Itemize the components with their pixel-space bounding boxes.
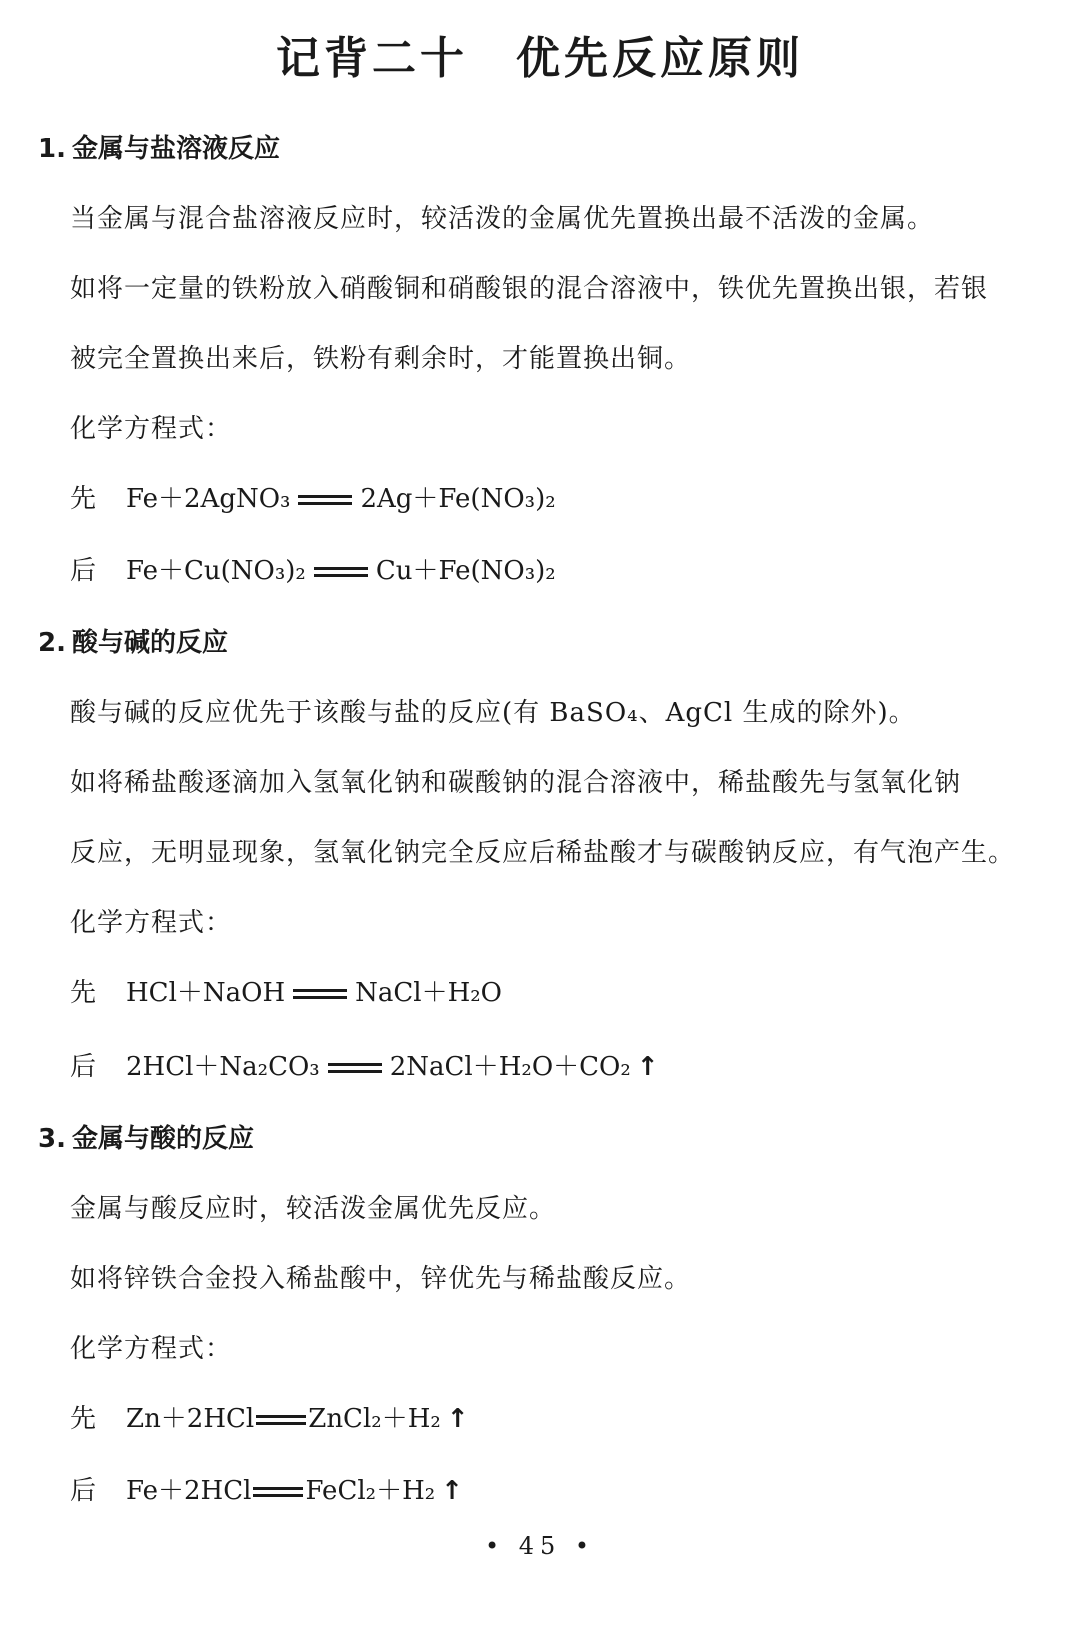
equation-rhs: FeCl₂＋H₂ [305,1476,436,1506]
equation-tag: 后 [70,556,97,586]
equals-sign-icon [256,1415,306,1425]
equals-sign-icon [328,1063,382,1073]
equation-tag: 后 [70,1052,97,1082]
section-2-paragraph-1: 酸与碱的反应优先于该酸与盐的反应(有 BaSO₄、AgCl 生成的除外)。 [70,698,916,728]
equation-rhs: NaCl＋H₂O [355,978,502,1008]
equation-rhs: ZnCl₂＋H₂ [308,1404,441,1434]
section-1-paragraph-1: 当金属与混合盐溶液反应时，较活泼的金属优先置换出最不活泼的金属。 [70,204,935,234]
equation-lhs: Zn＋2HCl [126,1404,255,1434]
equals-sign-icon [293,989,347,999]
page-title: 记背二十 优先反应原则 [276,33,804,84]
section-2-number: 2. [38,628,66,658]
equals-sign-icon [314,567,368,577]
section-2-heading [38,622,228,659]
equation-tag: 先 [70,484,97,514]
equation-rhs: 2Ag＋Fe(NO₃)₂ [360,484,556,514]
section-2-title: 酸与碱的反应 [71,628,228,658]
section-3-heading [38,1118,254,1155]
equation-lhs: HCl＋NaOH [126,978,286,1008]
gas-arrow-icon: ↑ [441,1476,463,1506]
section-1-title: 金属与盐溶液反应 [71,134,280,164]
equals-sign-icon [253,1487,303,1497]
equation-lhs: 2HCl＋Na₂CO₃ [126,1052,320,1082]
equation-lhs: Fe＋2HCl [126,1476,252,1506]
section-3-paragraph-1: 金属与酸反应时，较活泼金属优先反应。 [70,1194,557,1224]
gas-arrow-icon: ↑ [636,1052,659,1082]
equation-rhs: 2NaCl＋H₂O＋CO₂ [389,1052,631,1082]
section-1-number: 1. [38,134,66,164]
section-2-equation-1 [70,972,502,1009]
section-1-equation-label: 化学方程式： [70,414,233,444]
gas-arrow-icon: ↑ [446,1404,469,1434]
equation-rhs: Cu＋Fe(NO₃)₂ [375,556,556,586]
section-3-title: 金属与酸的反应 [71,1124,254,1154]
equals-sign-icon [298,495,352,505]
section-1-heading [38,128,280,165]
page-number: • 45 • [484,1532,596,1560]
section-2-paragraph-2: 如将稀盐酸逐滴加入氢氧化钠和碳酸钠的混合溶液中，稀盐酸先与氢氧化钠 [70,768,962,798]
equation-tag: 先 [70,1404,97,1434]
section-3-paragraph-2: 如将锌铁合金投入稀盐酸中，锌优先与稀盐酸反应。 [70,1264,692,1294]
section-3-equation-2 [70,1470,463,1507]
section-3-equation-label: 化学方程式： [70,1334,233,1364]
equation-lhs: Fe＋2AgNO₃ [126,484,291,514]
section-3-number: 3. [38,1124,66,1154]
section-3-equation-1 [70,1398,469,1435]
equation-tag: 后 [70,1476,97,1506]
section-2-equation-2 [70,1046,659,1083]
section-1-equation-2 [70,550,556,587]
section-1-paragraph-3: 被完全置换出来后，铁粉有剩余时，才能置换出铜。 [70,344,692,374]
section-2-paragraph-3: 反应，无明显现象，氢氧化钠完全反应后稀盐酸才与碳酸钠反应，有气泡产生。 [70,838,1016,868]
equation-lhs: Fe＋Cu(NO₃)₂ [126,556,306,586]
equation-tag: 先 [70,978,97,1008]
section-1-equation-1 [70,478,556,515]
section-2-equation-label: 化学方程式： [70,908,233,938]
section-1-paragraph-2: 如将一定量的铁粉放入硝酸铜和硝酸银的混合溶液中，铁优先置换出银，若银 [70,274,989,304]
